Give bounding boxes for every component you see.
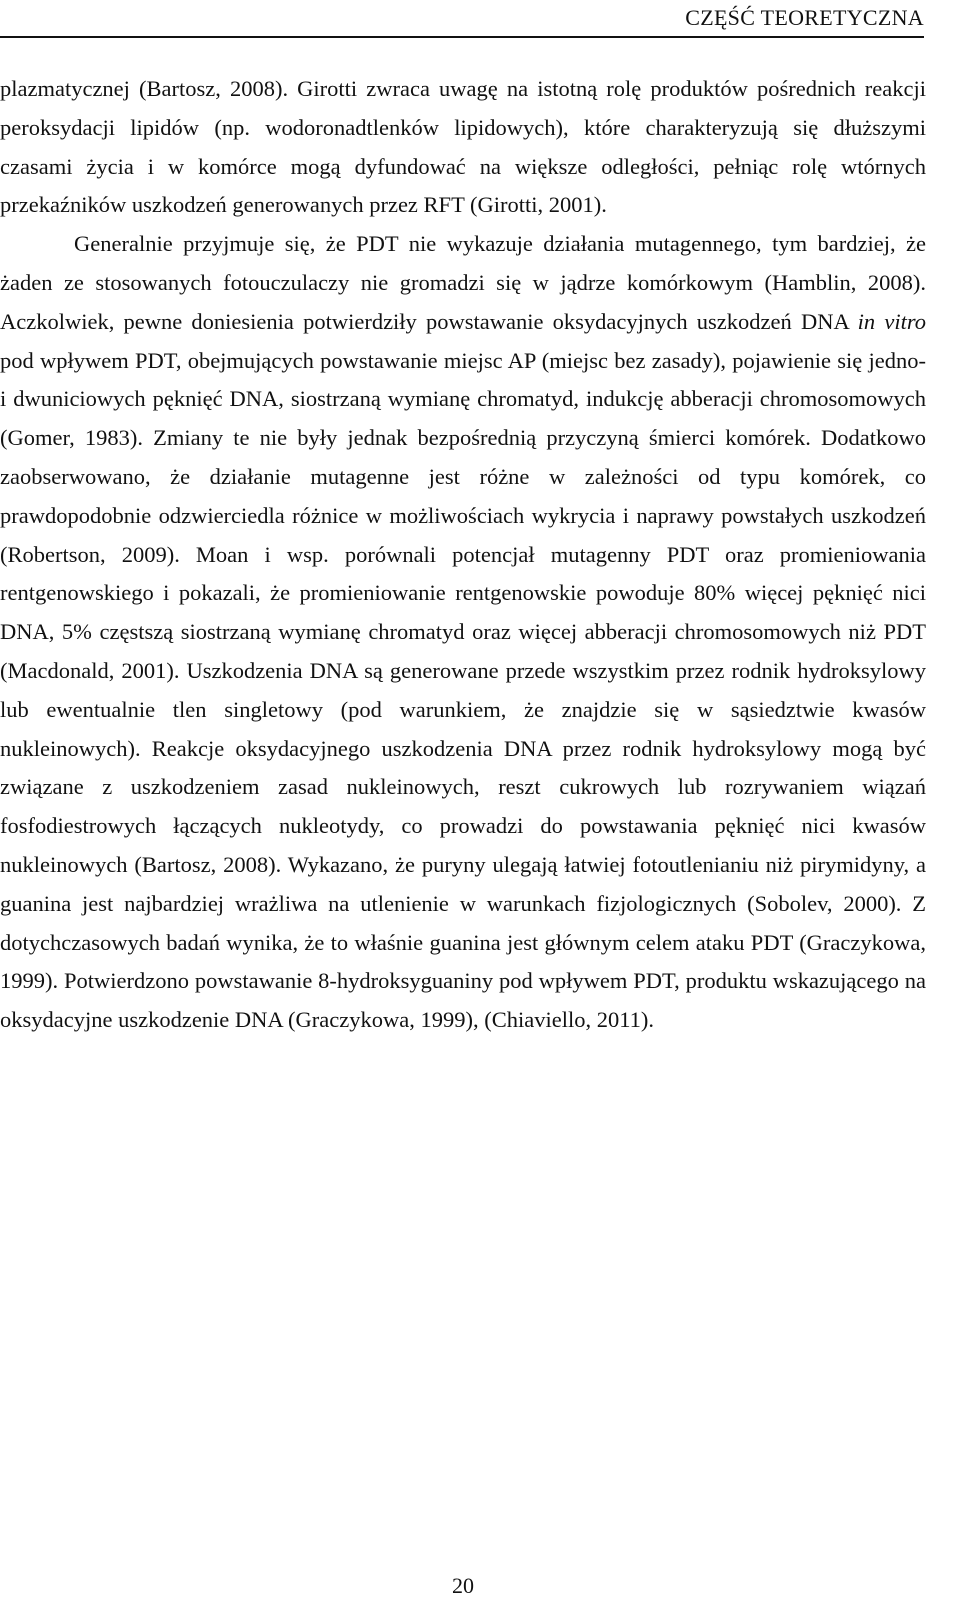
page-number: 20 xyxy=(452,1573,474,1598)
body-text xyxy=(0,70,926,1040)
header-rule xyxy=(0,36,924,38)
paragraph-2-part-2: pod wpływem PDT, obejmujących powstawanie miejsc AP (miejsc bez zasady), pojawienie się jedno- i dwuniciowych pęknięć DNA, siostrzaną wymianę chromatyd, indukcję abberacji chromosomowych (Gomer, 1983). Zmiany te nie były jednak bezpośrednią przyczyną śmierci komórek. Dodatkowo zaobserwowano, że działanie mutagenne jest różne w zależności od typu komórek, co prawdopodobnie odzwierciedla różnice w możliwościach wykrycia i naprawy powstałych uszkodzeń (Robertson, 2009). Moan i wsp. porównali potencjał mutagenny PDT oraz promieniowania rentgenowskiego i pokazali, że promieniowanie rentgenowskie powoduje 80% więcej pęknięć nici DNA, 5% częstszą siostrzaną wymianę chromatyd oraz więcej abberacji chromosomowych niż PDT (Macdonald, 2001). Uszkodzenia DNA są generowane przede wszystkim przez rodnik hydroksylowy lub ewentualnie tlen singletowy (pod warunkiem, że znajdzie się w sąsiedztwie kwasów nukleinowych). Reakcje oksydacyjnego uszkodzenia DNA przez rodnik hydroksylowy mogą być związane z uszkodzeniem zasad nukleinowych, reszt cukrowych lub rozrywaniem wiązań fosfodiestrowych łączących nukleotydy, co prowadzi do powstawania pęknięć nici kwasów nukleinowych (Bartosz, 2008). Wykazano, że puryny ulegają łatwiej fotoutlenianiu niż pirymidyny, a guanina jest najbardziej wrażliwa na utlenienie w warunkach fizjologicznych (Sobolev, 2000). Z dotychczasowych badań wynika, że to właśnie guanina jest głównym celem ataku PDT (Graczykowa, 1999). Potwierdzono powstawanie 8-hydroksyguaniny pod wpływem PDT, produktu wskazującego na oksydacyjne uszkodzenie DNA (Graczykowa, 1999), (Chiaviello, 2011). xyxy=(0,347,926,1033)
paragraph-2-part-1: Generalnie przyjmuje się, że PDT nie wykazuje działania mutagennego, tym bardziej, że żaden ze stosowanych fotouczulaczy nie gromadzi się w jądrze komórkowym (Hamblin, 2008). Aczkolwiek, pewne doniesienia potwierdziły powstawanie oksydacyjnych uszkodzeń DNA xyxy=(0,231,926,334)
page-header-section-title: CZĘŚĆ TEORETYCZNA xyxy=(685,5,924,30)
paragraph-2 xyxy=(0,225,926,1040)
paragraph-1: plazmatycznej (Bartosz, 2008). Girotti zwraca uwagę na istotną rolę produktów pośrednich reakcji peroksydacji lipidów (np. wodoronadtlenków lipidowych), które charakteryzują się dłuższymi czasami życia i w komórce mogą dyfundować na większe odległości, pełniąc rolę wtórnych przekaźników uszkodzeń generowanych przez RFT (Girotti, 2001). xyxy=(0,76,926,218)
paragraph-2-italic-term: in vitro xyxy=(857,308,926,334)
